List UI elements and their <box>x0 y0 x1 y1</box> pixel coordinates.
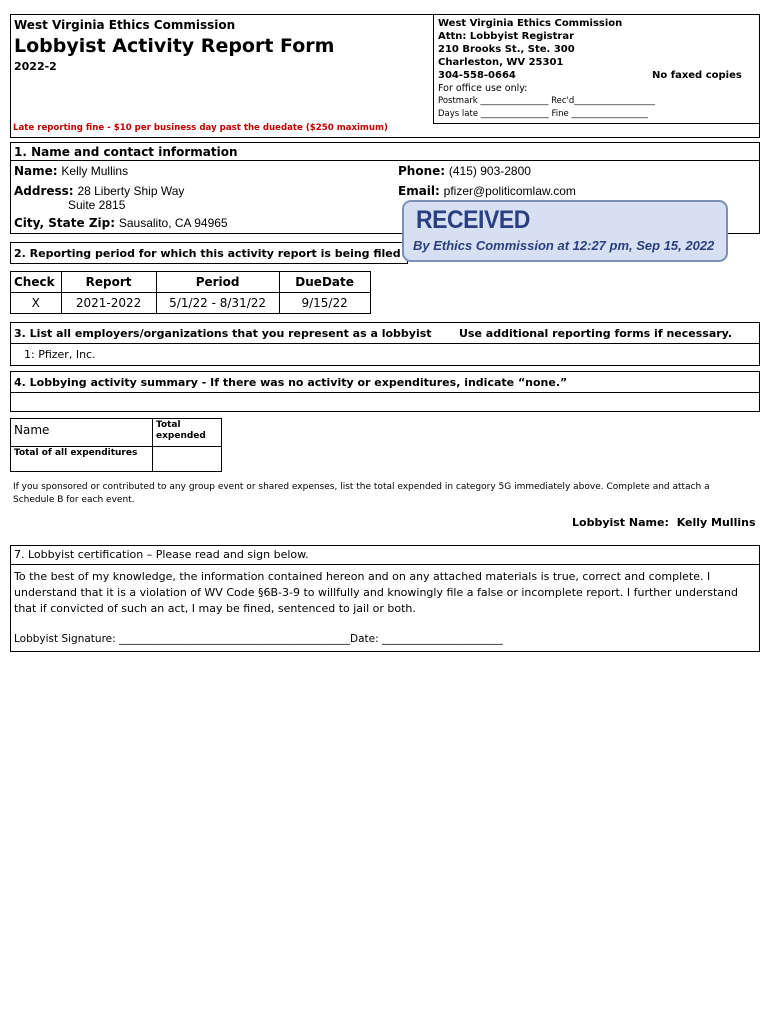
col-period: Period <box>156 272 279 293</box>
mail-line-4: Charleston, WV 25301 <box>438 57 564 68</box>
exp-total-all-value[interactable] <box>153 447 222 472</box>
signature-line[interactable]: Lobbyist Signature: ____________________________________________Date: _______________________ <box>14 633 503 645</box>
city-label: City, State Zip: <box>14 216 116 230</box>
section4-heading: 4. Lobbying activity summary - If there was no activity or expenditures, indicate “none.” <box>14 376 568 389</box>
header-divider <box>433 14 434 124</box>
period-code: 2022-2 <box>14 60 57 73</box>
received-stamp <box>402 200 728 262</box>
col-duedate: DueDate <box>279 272 370 293</box>
section3-heading-rule <box>10 343 760 344</box>
address-line-1: 28 Liberty Ship Way <box>77 184 185 198</box>
lobbyist-name-value: Kelly Mullins <box>676 516 756 529</box>
mail-line-2: Attn: Lobbyist Registrar <box>438 31 575 42</box>
address-label: Address: <box>14 184 74 198</box>
cell-report: 2021-2022 <box>61 293 156 314</box>
section4-heading-rule <box>10 392 760 393</box>
name-label: Name: <box>14 164 58 178</box>
certification-text: To the best of my knowledge, the information contained hereon and on any attached materials is true, correct and complete. I understand that it is a violation of WV Code §6B-3-9 to willfully and knowingly file a false or incomplete report. I further understand that if convicted of such an act, I may be fined, sentenced to jail or both. <box>14 570 738 615</box>
mail-phone: 304-558-0664 <box>438 70 516 81</box>
exp-name-header: Name <box>11 419 153 447</box>
section1-heading-rule <box>10 160 760 161</box>
cell-check[interactable]: X <box>11 293 62 314</box>
period-table <box>10 271 371 314</box>
name-value: Kelly Mullins <box>61 164 129 178</box>
days-late-line: Days late ________________ Fine __________________ <box>438 109 648 119</box>
name-row <box>14 164 128 178</box>
exp-total-all-label: Total of all expenditures <box>11 447 153 472</box>
header-rule <box>433 123 760 124</box>
lobbyist-name-label: Lobbyist Name: <box>572 516 669 529</box>
postmark-line: Postmark ________________ Rec'd___________________ <box>438 96 656 106</box>
late-fine-notice: Late reporting fine - $10 per business day past the duedate ($250 maximum) <box>13 123 388 133</box>
email-value: pfizer@politicomlaw.com <box>443 184 576 198</box>
expenditure-table <box>10 418 222 472</box>
period-table-row <box>11 293 371 314</box>
commission-name: West Virginia Ethics Commission <box>14 18 236 32</box>
stamp-title: RECEIVED <box>416 206 530 234</box>
phone-label: Phone: <box>398 164 446 178</box>
col-report: Report <box>61 272 156 293</box>
section2-heading: 2. Reporting period for which this activity report is being filed <box>14 247 401 260</box>
no-fax-note: No faxed copies <box>652 70 742 81</box>
mail-line-3: 210 Brooks St., Ste. 300 <box>438 44 575 55</box>
cell-duedate: 9/15/22 <box>279 293 370 314</box>
lobbyist-name-line <box>572 516 756 529</box>
city-row <box>14 216 228 230</box>
section7-heading-rule <box>10 564 760 565</box>
section3-note: Use additional reporting forms if necessary. <box>459 327 733 340</box>
col-check: Check <box>11 272 62 293</box>
expenditure-header-row <box>11 419 222 447</box>
section7-heading: 7. Lobbyist certification – Please read and sign below. <box>14 548 309 561</box>
exp-total-header: Total expended <box>153 419 222 447</box>
phone-row <box>398 164 531 178</box>
cell-period: 5/1/22 - 8/31/22 <box>156 293 279 314</box>
section3-heading: 3. List all employers/organizations that you represent as a lobbyist <box>14 327 432 340</box>
schedule-b-footnote: If you sponsored or contributed to any group event or shared expenses, list the total expended in category 5G immediately above. Complete and attach a Schedule B for each event. <box>13 482 710 505</box>
mail-line-1: West Virginia Ethics Commission <box>438 18 623 29</box>
email-row <box>398 184 576 198</box>
address-row <box>14 184 184 198</box>
employer-item: 1: Pfizer, Inc. <box>24 348 96 361</box>
phone-value: (415) 903-2800 <box>448 164 531 178</box>
city-value: Sausalito, CA 94965 <box>118 216 228 230</box>
address-line-2: Suite 2815 <box>68 198 126 212</box>
email-label: Email: <box>398 184 440 198</box>
section1-heading: 1. Name and contact information <box>14 145 238 159</box>
expenditure-total-row <box>11 447 222 472</box>
form-title: Lobbyist Activity Report Form <box>14 35 335 57</box>
office-use <box>438 82 655 121</box>
office-use-label: For office use only: <box>438 83 528 94</box>
period-table-header <box>11 272 371 293</box>
stamp-subtitle: By Ethics Commission at 12:27 pm, Sep 15, 2022 <box>413 238 715 253</box>
